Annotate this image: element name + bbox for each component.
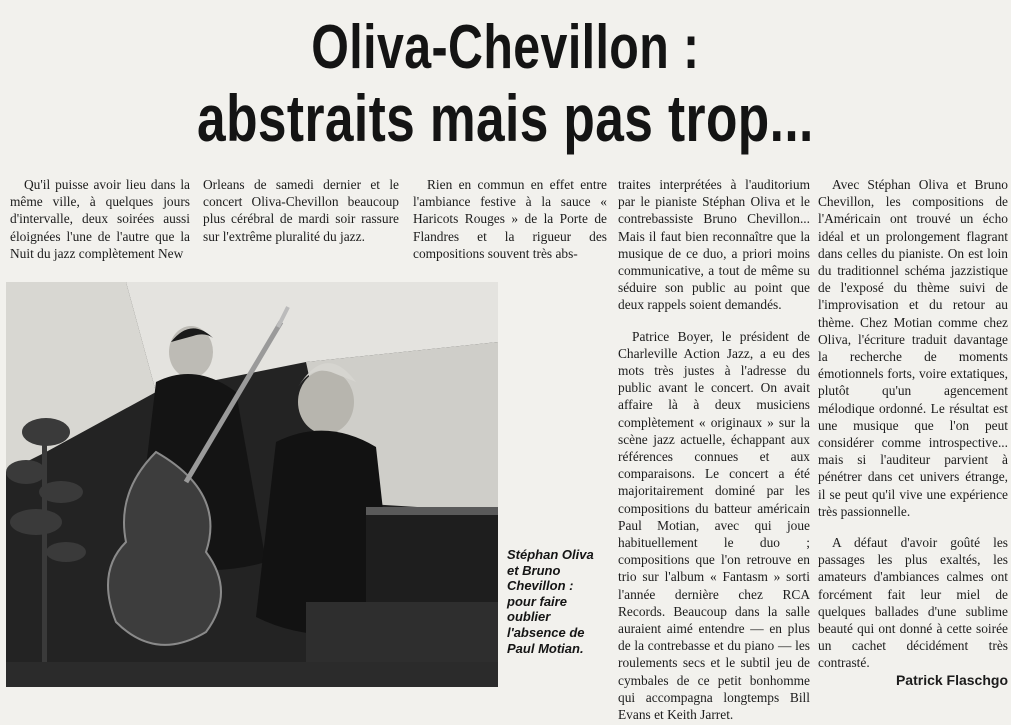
- paragraph: traites interprétées à l'auditorium par le pianiste Stéphan Oliva et le contrebassiste Bruno Chevillon... Mais il faut bien reconnaître que la musique de ce duo, a priori moins communicative, a tout de même su séduire son public au point que deux rappels soient demandés.: [618, 177, 810, 313]
- article-column-2: [203, 176, 399, 245]
- caption-line: oublier: [507, 609, 551, 625]
- paragraph: Qu'il puisse avoir lieu dans la même ville, à quelques jours d'intervalle, deux soirées aussi éloignées l'une de l'autre que la Nuit du jazz complètement New: [10, 177, 190, 261]
- headline-line-1: Oliva-Chevillon :: [311, 13, 700, 82]
- headline: [111, 14, 900, 154]
- headline-line-2: abstraits mais pas trop...: [197, 81, 814, 155]
- caption-line: Stéphan Oliva: [507, 547, 594, 562]
- paragraph: Avec Stéphan Oliva et Bruno Chevillon, les compositions de l'Américain ont trouvé un écho idéal et un prolongement flagrant dans celles du pianiste. On est loin du traditionnel schéma jazzistique de l'exposé du thème suivi de l'improvisation et du retour au thème. Chez Motian comme chez Oliva, l'écriture traduit davantage la recherche de moments émotionnels forts, voire extatiques, plutôt qu'un agencement mélodique ordonné. Le résultat est une musique que l'on peut considérer comme introspective... mais si l'auditeur parvient à pénétrer dans cet univers étrange, il se peut qu'il vive une expérience très passionnelle.: [818, 177, 1008, 519]
- paragraph: Orleans de samedi dernier et le concert Oliva-Chevillon beaucoup plus cérébral de mardi soir rassure sur l'extrême pluralité du jazz.: [203, 177, 399, 244]
- caption-line: pour faire: [507, 593, 567, 609]
- paragraph: Rien en commun en effet entre l'ambiance festive à la sauce « Haricots Rouges » de la Porte de Flandres et la rigueur des compositions souvent très abs-: [413, 177, 607, 261]
- article-column-3: [413, 176, 607, 262]
- author-byline: Patrick Flaschgo: [895, 672, 1008, 688]
- article-column-1: [10, 176, 190, 262]
- concert-photo: [6, 282, 498, 687]
- caption-line: l'absence de: [507, 624, 585, 640]
- paragraph: A défaut d'avoir goûté les passages les plus exaltés, les amateurs d'ambiances calmes ont forcément fait leur miel de quelques ballades d'une sublime beauté qui ont donné à cette soirée un cachet décidément très contrasté.: [818, 535, 1008, 671]
- caption-line: Paul Motian.: [507, 640, 584, 656]
- photo-caption: [507, 547, 601, 656]
- article-column-4: [618, 176, 810, 723]
- article-column-5: [818, 176, 1008, 672]
- caption-line: Chevillon :: [507, 578, 574, 594]
- paragraph: Patrice Boyer, le président de Charleville Action Jazz, a eu des mots très justes à l'adresse du public avant le concert. On avait affaire là à deux musiciens complètement « originaux » sur la scène jazz actuelle, échappant aux références connues et aux comparaisons. Le concert a été majoritairement dominé par les compositions du batteur américain Paul Motian, avec qui joue habituellement le duo ; compositions que l'on retrouve en trio sur l'album « Fantasm » sorti l'année dernière chez RCA Records. Beaucoup dans la salle auraient aimé entendre — en plus de la contrebasse et du piano — les roulements secs et le subtil jeu de cymbales de ce petit bonhomme qui accompagna longtemps Bill Evans et Keith Jarret.: [618, 328, 810, 723]
- caption-line: et Bruno: [507, 562, 561, 578]
